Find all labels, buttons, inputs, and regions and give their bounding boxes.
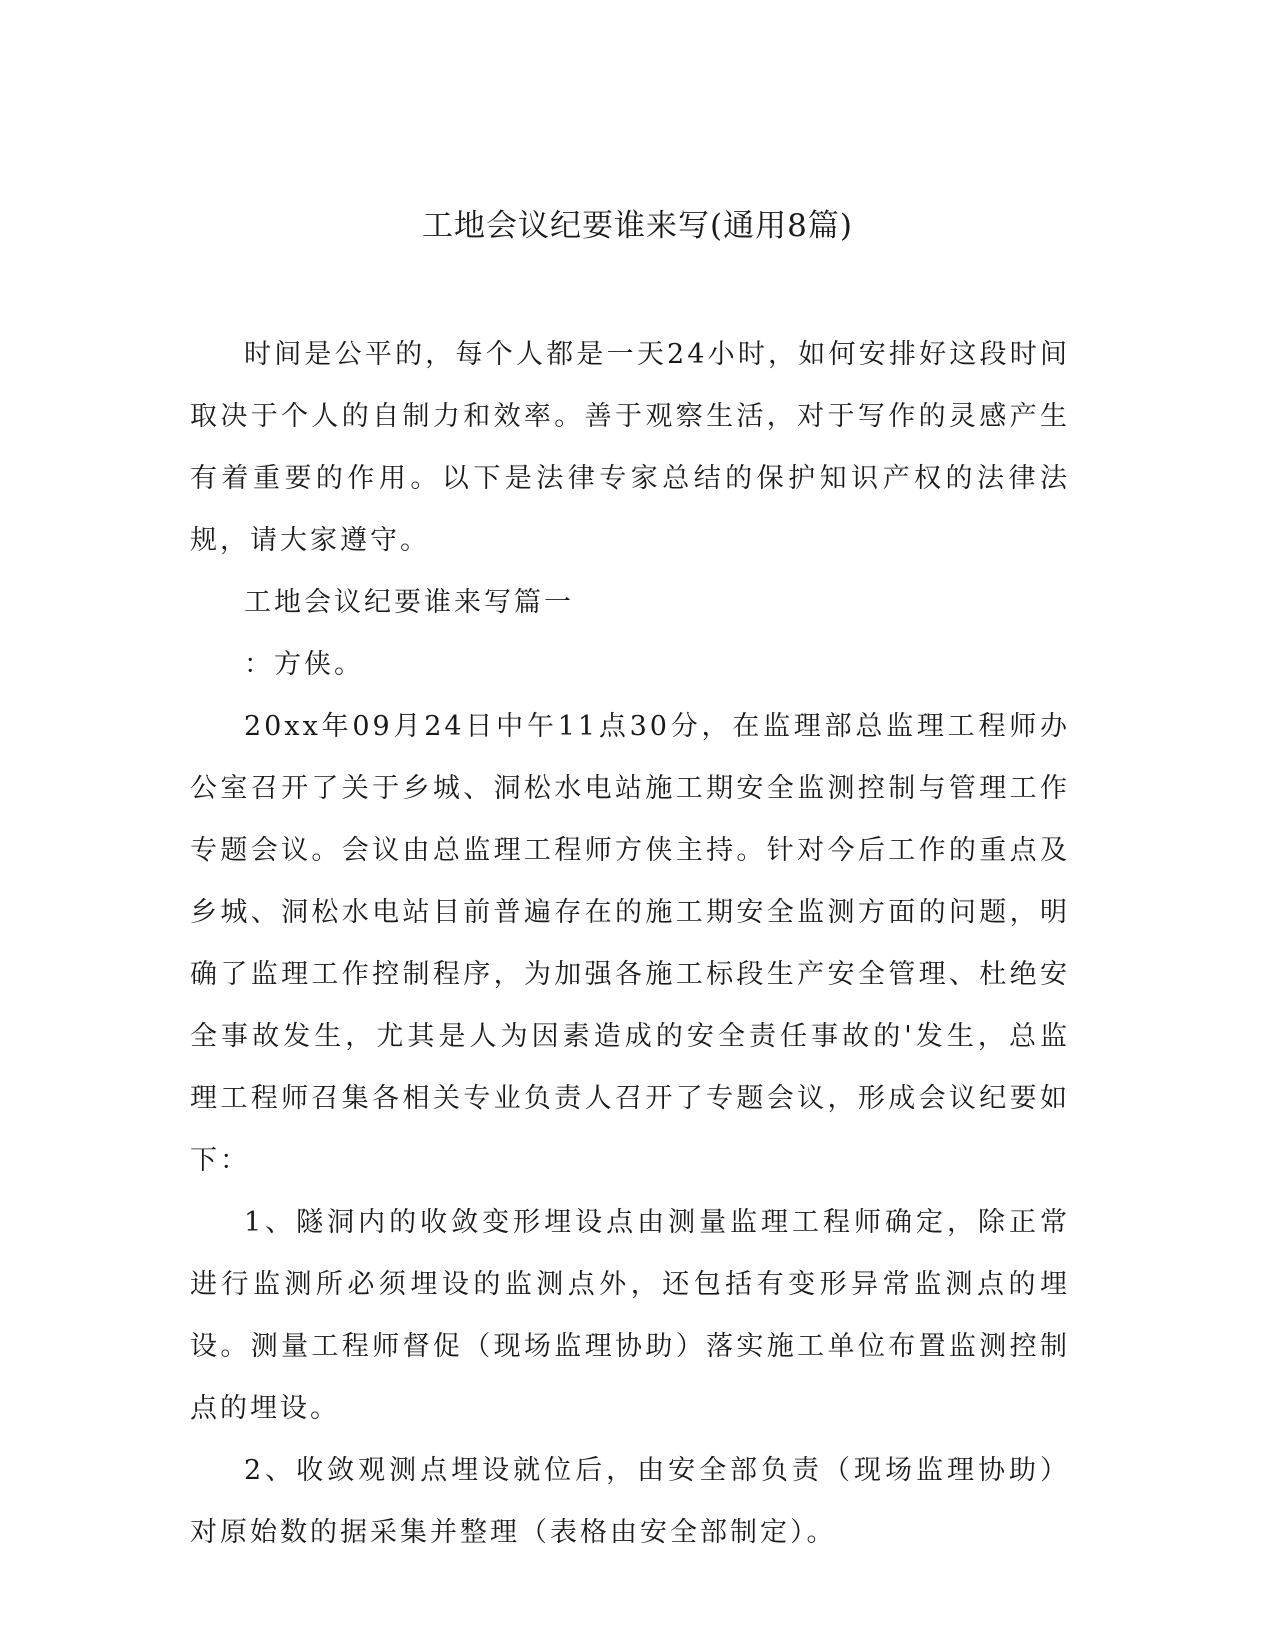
item-2-paragraph: 2、收敛观测点埋设就位后，由安全部负责（现场监理协助）对原始数的据采集并整理（表格由安全部制定）。 [190,1455,1070,1548]
document-body [190,324,1070,1564]
item-1-paragraph: 1、隧洞内的收敛变形埋设点由测量监理工程师确定，除正常进行监测所必须埋设的监测点外，还包括有变形异常监测点的埋设。测量工程师督促（现场监理协助）落实施工单位布置监测控制点的埋设。 [190,1207,1070,1424]
meeting-summary-paragraph: 20xx年09月24日中午11点30分，在监理部总监理工程师办公室召开了关于乡城、洞松水电站施工期安全监测控制与管理工作专题会议。会议由总监理工程师方侠主持。针对今后工作的重点及乡城、洞松水电站目前普遍存在的施工期安全监测方面的问题，明确了监理工作控制程序，为加强各施工标段生产安全管理、杜绝安全事故发生，尤其是人为因素造成的安全责任事故的'发生，总监理工程师召集各相关专业负责人召开了专题会议，形成会议纪要如下： [190,711,1070,1176]
document-title: 工地会议纪要谁来写(通用8篇) [422,208,853,244]
section-heading: 工地会议纪要谁来写篇一 [244,587,574,618]
intro-paragraph: 时间是公平的，每个人都是一天24小时，如何安排好这段时间取决于个人的自制力和效率。善于观察生活，对于写作的灵感产生有着重要的作用。以下是法律专家总结的保护知识产权的法律法规，请大家遵守。 [190,339,1070,556]
attendee-line: ：方侠。 [244,649,364,680]
